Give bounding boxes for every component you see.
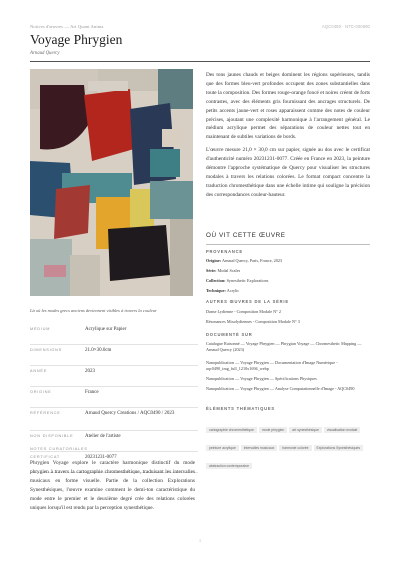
themes-heading: ÉLÉMENTS THÉMATIQUES	[206, 406, 275, 411]
documentation-link[interactable]: Catalogue Raisonné — Voyage Phrygien — Phrygian Voyage — Chromesthetic Mapping — Arnaud Quercy (2023)	[206, 341, 362, 353]
theme-tag[interactable]: art synesthésique	[289, 427, 322, 433]
description-paragraph: Des tons jaunes chauds et beiges dominent les régions supérieures, tandis que des formes bleu-vert profondes occupent des zones substantielles dans toute la composition. Des formes rouge-orange foncé et noires créent de forts contrastes, avec des éléments gris fournissant des ancrages structurels. De petits accents jaune-vert et roses apparaissent comme des notes de couleur précises, ajoutant une complexité harmonique à l'arrangement général. Le médium acrylique permet des séparations de couleur nettes tout en maintenant de subtiles variations de bords.	[206, 72, 370, 141]
theme-tag[interactable]: mode phrygien	[259, 427, 287, 433]
page-title: Voyage Phrygien	[30, 32, 123, 47]
documentation-link[interactable]: Nanopublication — Voyage Phrygien — Analyse Computationnelle d'Image - AQC0490	[206, 386, 355, 391]
theme-tag[interactable]: Explorations Synesthésiques	[314, 445, 364, 451]
spec-key: CERTIFICAT	[30, 455, 61, 459]
spec-value: 2023	[85, 369, 95, 374]
spec-row-origin	[30, 387, 198, 408]
provenance-value: Arnaud Quercy, Paris, France, 2023	[221, 258, 283, 263]
provenance-value[interactable]: Modal Scales	[217, 268, 241, 273]
artist-name[interactable]: Arnaud Quercy	[30, 51, 60, 56]
theme-tag[interactable]: harmonie colorée	[279, 445, 311, 451]
spec-row-medium	[30, 324, 198, 345]
documentation-link[interactable]: Nanopublication — Voyage Phrygien — Documentation d'Image Numérique - aqc0490_img_full_1210x1694_webp	[206, 360, 338, 372]
spec-value: France	[85, 390, 99, 395]
provenance-origin	[206, 258, 370, 264]
reference-code: AQC0490 · NTC-000690	[321, 24, 370, 29]
spec-value: Acrylique sur Papier	[85, 327, 127, 332]
provenance-label: Série:	[206, 268, 217, 273]
curatorial-notes-heading: NOTES CURATORIALES	[30, 447, 88, 451]
theme-tag[interactable]: cartographie chromesthétique	[206, 427, 257, 433]
provenance-value[interactable]: Acrylic	[226, 288, 240, 293]
provenance-heading: PROVENANCE	[206, 249, 243, 254]
spec-key: RÉFÉRENCE	[30, 411, 61, 415]
spec-key: ANNÉE	[30, 369, 48, 373]
spec-key: DIMENSIONS	[30, 348, 63, 352]
theme-tag[interactable]: peinture acrylique	[206, 445, 239, 451]
theme-tag[interactable]: visualisation modale	[324, 427, 361, 433]
provenance-label: Technique:	[206, 288, 226, 293]
spec-row-reference	[30, 408, 198, 431]
where-divider	[206, 244, 370, 245]
series-works-heading: AUTRES ŒUVRES DE LA SÉRIE	[206, 299, 289, 304]
provenance-value[interactable]: Synesthetic Explorations	[226, 278, 269, 283]
spec-row-year	[30, 366, 198, 387]
artwork-description	[206, 71, 370, 204]
provenance-series	[206, 268, 370, 274]
spec-key: ORIGINE	[30, 390, 52, 394]
artwork-caption: Là où les modes grecs anciens deviennent visibles à travers la couleur	[30, 308, 157, 313]
spec-value: 21.0×30.0cm	[85, 348, 112, 353]
description-paragraph: L'œuvre mesure 21,0 × 30,0 cm sur papier, signée au dos avec le certificat d'authenticité numéro 20231231-0077. Créée en France en 2023, la peinture démontre l'approche systématique de Quercy pour visualiser les structures modales à travers les relations colorées. Le format compact concentre la traduction chromesthétique dans une échelle intime qui souligne la précision des correspondances couleur-hauteur.	[206, 147, 370, 198]
spec-key: MÉDIUM	[30, 327, 51, 331]
documented-heading: DOCUMENTÉ SUR	[206, 332, 253, 337]
spec-value: 20231231-0077	[85, 455, 117, 460]
series-work-link[interactable]: Résonances Mixolydiennes - Composition Modale N° 3	[206, 319, 300, 324]
page-number: 1	[199, 538, 201, 543]
provenance-label: Origine:	[206, 258, 222, 263]
provenance-collection	[206, 278, 370, 284]
series-work-link[interactable]: Danse Lydienne - Composition Modale N° 2	[206, 309, 281, 314]
theme-tag[interactable]: abstraction contemporaine	[206, 463, 252, 469]
documentation-link[interactable]: Nanopublication — Voyage Phrygien — Spécifications Physiques	[206, 376, 317, 381]
provenance-label: Collection:	[206, 278, 226, 283]
spec-value: Arnaud Quercy Creations / AQC0490 / 2023	[85, 411, 175, 416]
artwork-painting	[30, 69, 193, 296]
breadcrumb[interactable]: Notices d'œuvres — Art Quant Anima	[30, 24, 104, 29]
provenance-technique	[206, 288, 370, 294]
spec-row-dimensions	[30, 345, 198, 366]
theme-tags	[206, 418, 372, 472]
artwork-image[interactable]	[30, 69, 193, 296]
curatorial-notes-text: Phrygien Voyage explore le caractère harmonique distinctif du mode phrygien à travers la cartographie chromesthétique, traduisant les intervalles musicaux en forme visuelle. Partie de la collection Explorations Synesthésiques, l'œuvre examine comment le demi-ton caractéristique du mode entre le premier et le deuxième degré crée des relations colorées uniques lorsqu'il est rendu par la perception synesthétique.	[30, 460, 195, 511]
spec-value: Atelier de l'artiste	[85, 434, 121, 439]
header-divider	[30, 61, 370, 62]
spec-key: NON DISPONIBLE	[30, 434, 74, 438]
where-heading: OÙ VIT CETTE ŒUVRE	[206, 232, 286, 239]
theme-tag[interactable]: intervalles musicaux	[241, 445, 278, 451]
